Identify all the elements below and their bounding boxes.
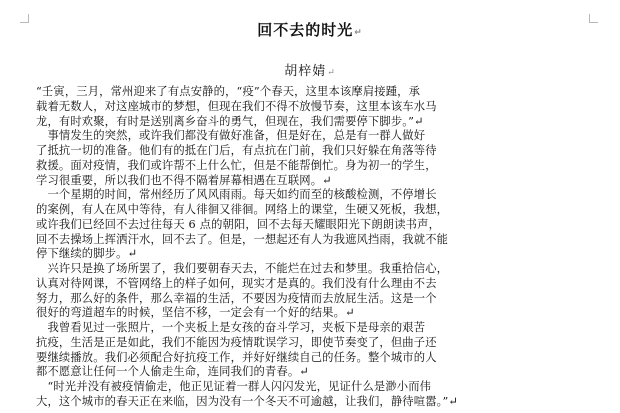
document-body — [36, 85, 584, 410]
text-line: 兴许只是换了场所罢了，我们要朝春天去，不能烂在过去和梦里。我重拾信心， — [36, 262, 449, 275]
title-text: 回不去的时光 — [257, 21, 354, 39]
text-line: 救援。面对疫情，我们或许帮不上什么忙，但是不能帮倒忙。身为初一的学生， — [36, 158, 437, 172]
text-line: 认真对待网课，不管网络上的样子如何，现实才是真的。我们没有什么理由不去 — [36, 276, 437, 290]
text-line: 或许我们已经回不去过往每天 6 点的朝阳，回不去每天耀眼阳光下朗朗读书声， — [36, 217, 441, 231]
paragraph-mark-icon: ↵ — [354, 28, 363, 38]
text-line: 龙，有时欢聚，有时是送别离乡奋斗的勇气，但现在，我们需要停下脚步。”↵ — [36, 114, 424, 128]
text-line: 抗疫，生活是正是如此，我们不能因为疫情耽误学习，即使节奏变了，但曲子还 — [36, 335, 437, 349]
document-title — [0, 20, 620, 43]
text-line: 载着无数人，对这座城市的梦想，但现在我们不得不放慢节奏，这里本该车水马 — [36, 99, 437, 113]
text-line: 学习很重要，所以我们也不得不隔着屏幕相遇在互联网。↵ — [36, 173, 332, 187]
text-line: 努力，那么好的条件，那么幸福的生活，不要因为疫情而去放屁生活。这是一个 — [36, 291, 437, 305]
text-line: “壬寅，三月，常州迎来了有点安静的，“疫”个春天，这里本该摩肩接踵，承 — [36, 85, 421, 98]
text-line: 都不愿意让任何一个人偷走生命，连同我们的青春。↵ — [36, 365, 309, 379]
text-line: 了抵抗一切的准备。他们有的抵在门后，有点抗在门前，我们只好躲在角落等待 — [36, 144, 437, 157]
text-line: 很好的弯道超车的时候，坚信不移，一定会有一个好的结果。↵ — [36, 306, 355, 320]
text-line: 回不去操场上挥洒汗水，回不去了。但是，一想起还有人为我遮风挡雨，我就不能 — [36, 232, 449, 246]
document-author — [0, 63, 620, 82]
text-line: 停下继续的脚步。↵ — [36, 247, 138, 261]
text-line: “时光并没有被疫情偷走，他正见证着一群人闪闪发光，见证什么是渺小而伟 — [36, 380, 432, 393]
text-line: 我曾看见过一张照片，一个夹板上是女孩的奋斗学习，夹板下是母亲的艰苦 — [36, 321, 426, 334]
text-line: 一个星期的时间，常州经历了风风雨雨。每天如约而至的核酸检测，不停增长 — [36, 188, 437, 202]
text-line: 要继续播放。我们必须配合好抗疫工作，并好好继续自己的任务。整个城市的人 — [36, 350, 437, 364]
text-line: 大，这个城市的春天正在来临，因为没有一个冬天不可逾越，让我们，静待喧嚣。”↵ — [36, 394, 458, 408]
text-line: 事情发生的突然，或许我们都没有做好准备，但是好在，总是有一群人做好 — [36, 129, 426, 143]
paragraph-mark-icon: ↵ — [327, 68, 336, 78]
author-text: 胡梓婧 — [284, 64, 327, 79]
text-line: 的案例，有人在风中等待，有人徘徊又徘徊。网络上的课堂，生硬又死板，我想， — [36, 203, 449, 216]
